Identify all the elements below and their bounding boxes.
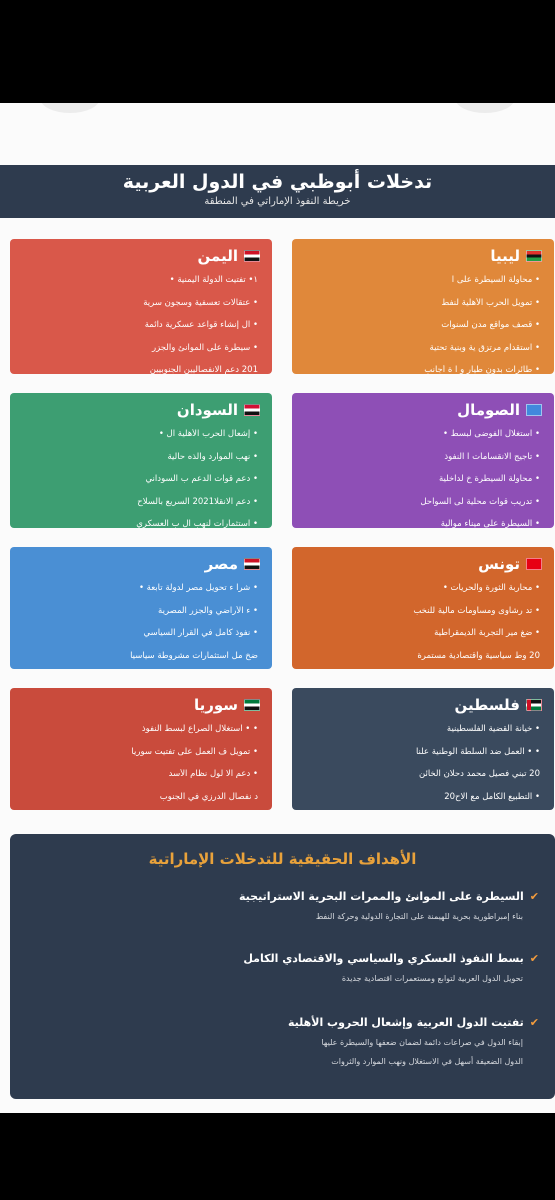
checkmark-icon: ✔ [529, 1016, 539, 1029]
list-item: • تأجيج الانقسامات ا النفوذ [444, 451, 540, 462]
goal-item [39, 1016, 539, 1067]
list-item: • قصف مواقع مدن لسنوات [441, 320, 540, 330]
goal-title: تفتيت الدول العربية وإشعال الحروب الأهلية [287, 1016, 524, 1029]
status-bar-area [0, 0, 555, 103]
list-item: • استغلال الفوضى لبسط • [443, 429, 540, 439]
page-subtitle: خريطة النفوذ الإماراتي في المنطقة [204, 196, 351, 207]
card-title: السودان [176, 401, 238, 419]
libya-flag-icon [526, 250, 542, 262]
goal-desc: تحويل الدول العربية لتوابع ومستعمرات اقتصادية جديدة [341, 974, 523, 983]
card-tunisia [292, 547, 554, 669]
list-item: • خيانة القضية الفلسطينية [446, 724, 540, 734]
card-somalia [292, 393, 554, 528]
list-item: • سيطرة على الموانئ والجزر [151, 342, 258, 353]
palestine-flag-icon [526, 699, 542, 711]
card-title: ليبيا [490, 247, 520, 265]
list-item: • تمويل ف العمل على تفتيت سوريا [131, 746, 258, 757]
yemen-flag-icon [244, 250, 260, 262]
sudan-flag-icon [244, 404, 260, 416]
card-palestine [292, 688, 554, 810]
goal-title: بسط النفوذ العسكري والسياسي والاقتصادي الكامل [243, 952, 524, 965]
navigation-bar-area [0, 1113, 555, 1200]
list-item: • • العمل ضد السلطة الوطنية علناً [415, 746, 540, 757]
page-title: تدخلات أبوظبي في الدول العربية [122, 171, 433, 193]
list-item: • نفوذ كامل في القرار السياسي [143, 628, 258, 638]
list-item: 20 تبني فصيل محمد دحلان الخائن [419, 769, 540, 779]
card-title: سوريا [193, 696, 238, 714]
card-title: مصر [204, 555, 238, 573]
card-title: تونس [478, 555, 520, 573]
card-libya [292, 239, 554, 374]
goal-item [39, 952, 539, 984]
decor-shape-right [455, 103, 515, 113]
checkmark-icon: ✔ [529, 890, 539, 903]
list-item: • محاولة السيطرة على ا [451, 275, 540, 285]
list-item: • إشعال الحرب الأهلية ال • [158, 429, 258, 439]
list-item: د نفصال الدرزي في الجنوب [159, 791, 258, 802]
list-item: • استثمارات لنهب ال ب العسكري [136, 519, 258, 528]
goal-desc: بناء إمبراطورية بحرية للهيمنة على التجارة الدولية وحركة النفط [315, 912, 523, 921]
goals-section [10, 834, 555, 1099]
goal-title: السيطرة على الموانئ والممرات البحرية الاستراتيجية [239, 890, 524, 903]
list-item: 20 وط سياسية واقتصادية مستمرة [417, 650, 540, 661]
decor-shape-left [40, 103, 100, 113]
list-item: • محاولة السيطرة خ لداخلية [438, 474, 540, 484]
infographic-page[interactable] [0, 103, 555, 1113]
card-title: الصومال [457, 401, 520, 419]
page-header [0, 165, 555, 218]
list-item: • عتقالات تعسفية وسجون سرية [143, 297, 258, 308]
egypt-flag-icon [244, 558, 260, 570]
list-item: • دعم قوات الدعم ب السوداني [145, 474, 258, 484]
list-item: • تمويل الحرب الأهلية لنفط [441, 297, 540, 308]
goal-item [39, 890, 539, 922]
card-syria [10, 688, 272, 810]
list-item: • السيطرة على ميناء موالية [440, 519, 540, 528]
list-item: • طائرات بدون طيار و ا ة أجانب [424, 365, 540, 374]
list-item: • نهب الموارد والذه حالية [167, 451, 258, 462]
list-item: • ضغ مير التجربة الديمقراطية [434, 628, 540, 638]
card-sudan [10, 393, 272, 528]
list-item: • التطبيع الكامل مع الاح20 [444, 791, 540, 802]
card-yemen [10, 239, 272, 374]
list-item: • شرا ء تحويل مصر لدولة تابعة • [138, 583, 258, 593]
list-item: • استقدام مرتزق ية وبنية تحتية [429, 342, 540, 353]
syria-flag-icon [244, 699, 260, 711]
somalia-flag-icon [526, 404, 542, 416]
list-item: ضخ مل استثمارات مشروطة سياسياً [130, 650, 258, 661]
goals-title: الأهداف الحقيقية للتدخلات الإماراتية [148, 850, 417, 868]
list-item: 201 دعم الانفصاليين الجنوبيين [149, 365, 258, 374]
list-item: • ال إنشاء قواعد عسكرية دائمة [144, 320, 258, 330]
goal-desc: إبقاء الدول في صراعات دائمة لضمان ضعفها والسيطرة عليها [321, 1038, 523, 1047]
list-item: • تدريب قوات محلية لى السواحل [420, 496, 540, 507]
card-title: فلسطين [454, 696, 520, 714]
tunisia-flag-icon [526, 558, 542, 570]
list-item: • • استغلال الصراع لبسط النفوذ [141, 724, 258, 734]
card-egypt [10, 547, 272, 669]
card-title: اليمن [197, 247, 238, 265]
list-item: • دعم الانقلا2021 السريع بالسلاح [137, 496, 258, 507]
list-item: ١• تفتيت الدولة اليمنية • [169, 275, 258, 285]
list-item: • دعم الا لول نظام الأسد [168, 769, 258, 779]
goal-desc: الدول الضعيفة أسهل في الاستغلال ونهب الموارد والثروات [331, 1057, 523, 1066]
checkmark-icon: ✔ [529, 952, 539, 965]
list-item: • ء الأراضي والجزر المصرية [158, 605, 258, 616]
list-item: • محاربة الثورة والحريات • [442, 583, 540, 593]
list-item: • تد رشاوى ومساومات مالية للنخب [413, 605, 540, 616]
